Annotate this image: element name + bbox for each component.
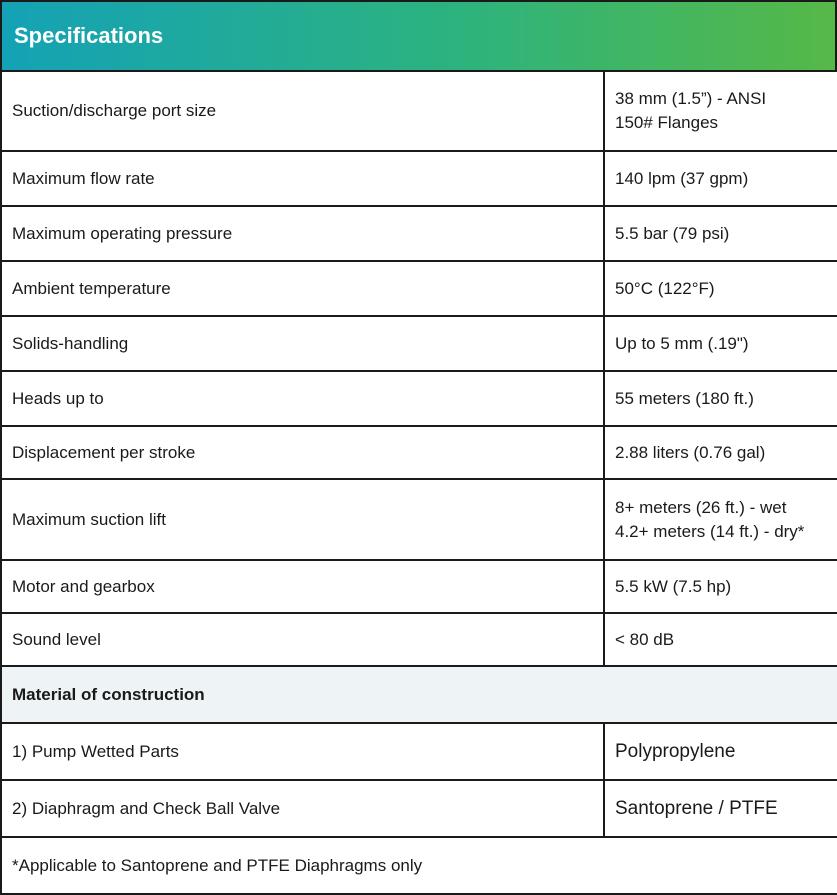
material-section-row — [1, 666, 837, 723]
table-row — [1, 151, 837, 206]
table-row — [1, 780, 837, 837]
spec-value: < 80 dB — [604, 613, 837, 666]
table-row — [1, 371, 837, 426]
spec-label: Ambient temperature — [1, 261, 604, 316]
spec-value: 2.88 liters (0.76 gal) — [604, 426, 837, 479]
spec-value: 8+ meters (26 ft.) - wet 4.2+ meters (14 ft.) - dry* — [604, 479, 837, 560]
spec-value: 38 mm (1.5”) - ANSI 150# Flanges — [604, 71, 837, 151]
table-row — [1, 261, 837, 316]
material-section-title: Material of construction — [1, 666, 837, 723]
table-row — [1, 316, 837, 371]
header-title: Specifications — [14, 23, 164, 48]
specifications-header — [0, 0, 837, 70]
material-label: 2) Diaphragm and Check Ball Valve — [1, 780, 604, 837]
table-row — [1, 723, 837, 780]
table-row — [1, 479, 837, 560]
spec-label: Motor and gearbox — [1, 560, 604, 613]
footnote: *Applicable to Santoprene and PTFE Diaphragms only — [1, 837, 837, 894]
spec-value: 5.5 bar (79 psi) — [604, 206, 837, 261]
material-value: Polypropylene — [604, 723, 837, 780]
footnote-row — [1, 837, 837, 894]
table-row — [1, 560, 837, 613]
spec-label: Maximum suction lift — [1, 479, 604, 560]
material-label: 1) Pump Wetted Parts — [1, 723, 604, 780]
spec-value: 140 lpm (37 gpm) — [604, 151, 837, 206]
table-row — [1, 206, 837, 261]
table-row — [1, 613, 837, 666]
spec-label: Displacement per stroke — [1, 426, 604, 479]
spec-value: 50°C (122°F) — [604, 261, 837, 316]
specifications-table — [0, 70, 837, 895]
spec-value: 55 meters (180 ft.) — [604, 371, 837, 426]
spec-value: 5.5 kW (7.5 hp) — [604, 560, 837, 613]
table-row — [1, 71, 837, 151]
material-value: Santoprene / PTFE — [604, 780, 837, 837]
spec-label: Maximum operating pressure — [1, 206, 604, 261]
spec-label: Suction/discharge port size — [1, 71, 604, 151]
spec-value: Up to 5 mm (.19") — [604, 316, 837, 371]
spec-label: Solids-handling — [1, 316, 604, 371]
table-row — [1, 426, 837, 479]
spec-label: Heads up to — [1, 371, 604, 426]
spec-label: Sound level — [1, 613, 604, 666]
spec-label: Maximum flow rate — [1, 151, 604, 206]
